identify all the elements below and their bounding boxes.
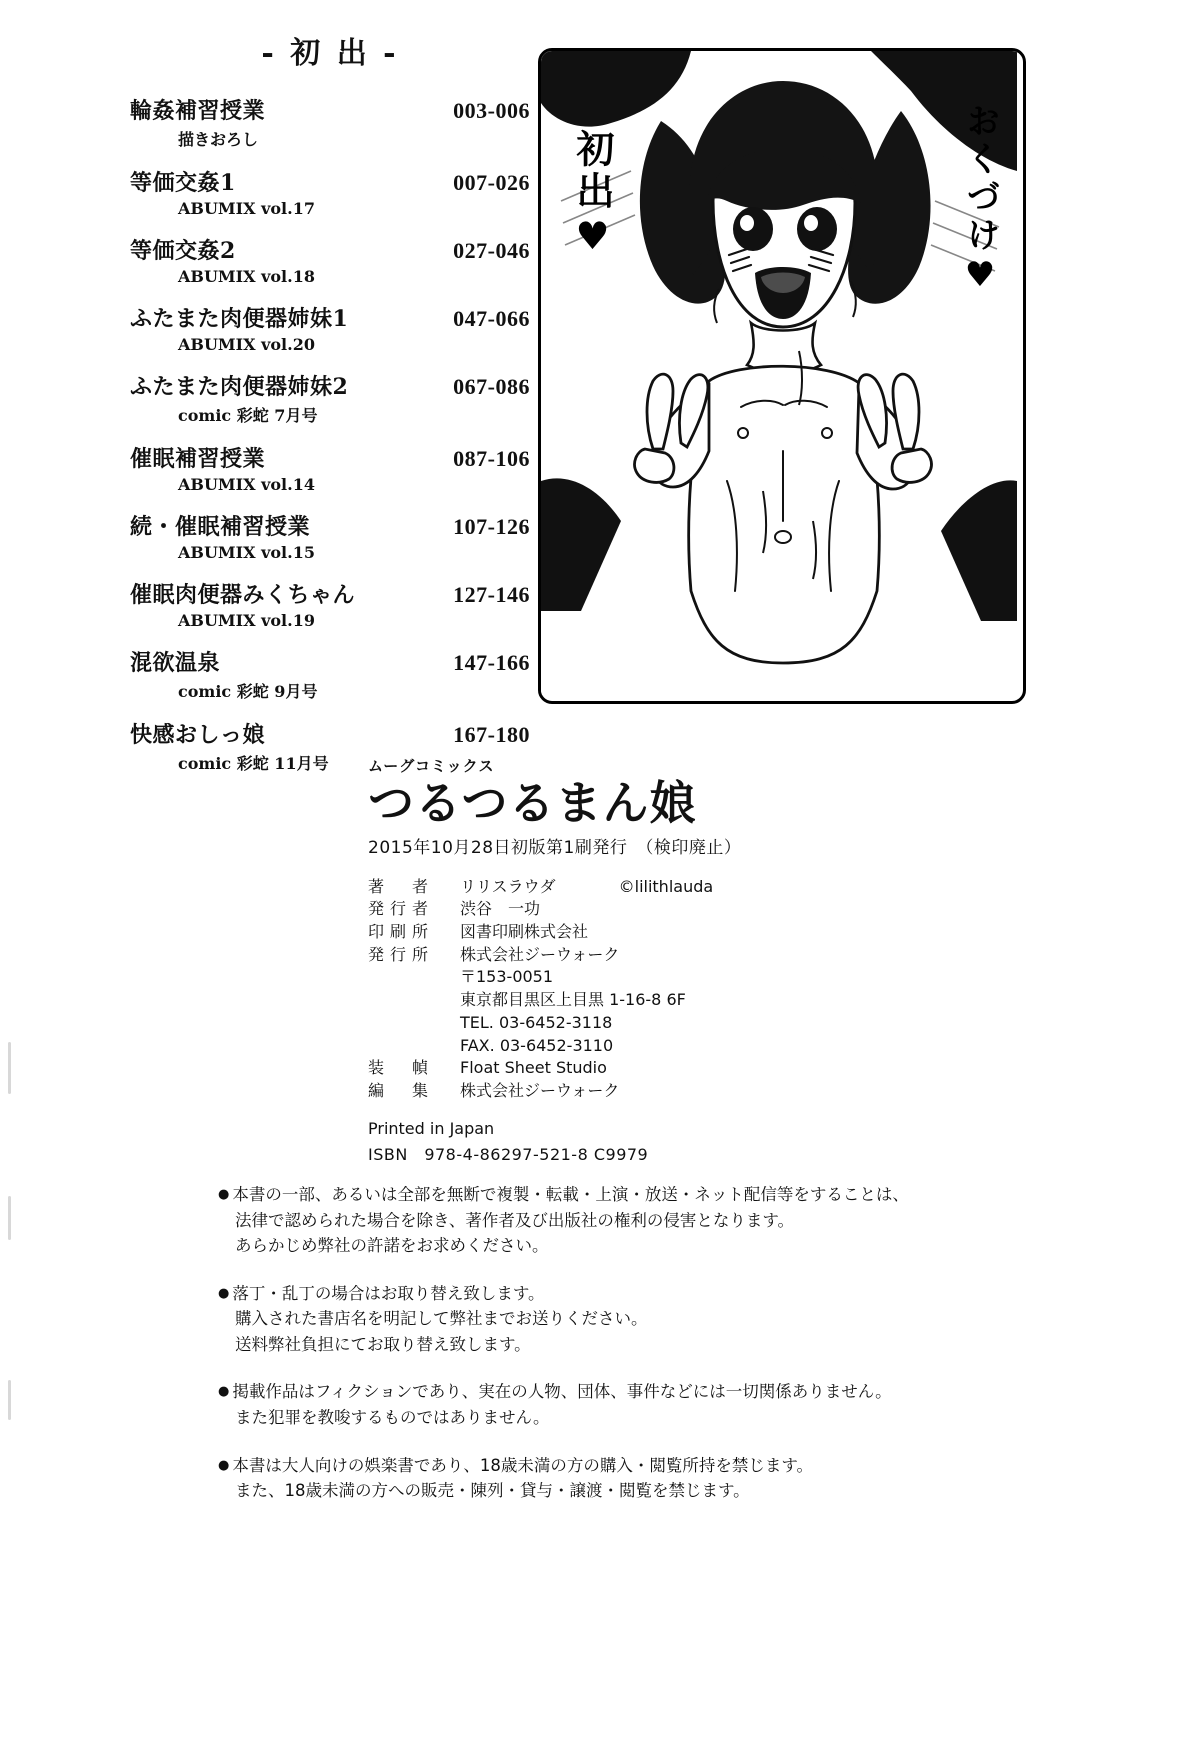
notice-line: ● 本書は大人向けの娯楽書であり、18歳未満の方の購入・閲覧所持を禁じます。	[218, 1453, 998, 1479]
credit-row-editor	[368, 1080, 1008, 1103]
colophon	[368, 755, 1008, 1167]
credit-label: 編 集	[368, 1081, 435, 1101]
credit-row-author	[368, 876, 1008, 899]
book-title: つるつるまん娘	[368, 776, 697, 830]
credit-label: 発行者	[368, 899, 435, 919]
credit-row-publisher-person	[368, 898, 1008, 921]
toc-heading: - 初 出 -	[261, 36, 399, 71]
isbn-label: ISBN 978-4-86297-521-8 C9979	[368, 1144, 649, 1164]
credit-row-design	[368, 1057, 1008, 1080]
credit-row-publisher	[368, 944, 1008, 967]
notice-defective-copy	[218, 1281, 998, 1358]
credit-label: 装 幀	[368, 1058, 435, 1078]
phone-number: TEL. 03-6452-3118	[460, 1012, 613, 1032]
credit-label: 発行所	[368, 944, 435, 964]
toc-entry-pages: 007-026	[453, 170, 530, 195]
toc-entry-source: 描きおろし	[178, 130, 259, 149]
toc-entry[interactable]	[130, 166, 530, 218]
page-edge-mark	[8, 1042, 11, 1094]
notice-age-restriction	[218, 1453, 998, 1504]
toc-entry-pages: 027-046	[453, 238, 530, 263]
printed-in-label: Printed in Japan	[368, 1118, 495, 1138]
toc-entry-source: ABUMIX vol.17	[178, 199, 315, 218]
toc-entry-source: comic 彩蛇 9月号	[178, 682, 318, 701]
table-of-contents	[130, 28, 530, 790]
notice-line: ● 本書の一部、あるいは全部を無断で複製・転載・上演・放送・ネット配信等をすることは、	[218, 1182, 998, 1208]
publication-date: 2015年10月28日初版第1刷発行 （検印廃止）	[368, 837, 742, 858]
copyright-holder: ©lilithlauda	[618, 876, 714, 896]
toc-entry-source: comic 彩蛇 7月号	[178, 406, 318, 425]
credit-value: Float Sheet Studio	[460, 1058, 607, 1078]
toc-entry-title: 等価交姦2	[130, 238, 236, 264]
toc-entry-title: 混欲温泉	[130, 650, 221, 676]
toc-entry-pages: 067-086	[453, 374, 530, 399]
art-label-right: おくづけ♥	[960, 103, 1000, 299]
fax-number: FAX. 03-6452-3110	[460, 1035, 614, 1055]
notice-line: 送料弊社負担にてお取り替え致します。	[235, 1334, 531, 1354]
toc-entry-title: 催眠肉便器みくちゃん	[130, 582, 356, 608]
toc-entry-pages: 127-146	[453, 582, 530, 607]
toc-entry-title: 続・催眠補習授業	[130, 514, 311, 540]
address-street: 東京都目黒区上目黒 1-16-8 6F	[460, 990, 686, 1010]
toc-entry[interactable]	[130, 302, 530, 354]
notice-line: 購入された書店名を明記して弊社までお送りください。	[235, 1309, 648, 1329]
toc-entry[interactable]	[130, 510, 530, 562]
notice-line: また、18歳未満の方への販売・陳列・貸与・譲渡・閲覧を禁じます。	[235, 1481, 750, 1501]
toc-entry-pages: 107-126	[453, 514, 530, 539]
page-edge-mark	[8, 1196, 11, 1240]
notice-line: ● 落丁・乱丁の場合はお取り替え致します。	[218, 1281, 998, 1307]
toc-entry-source: comic 彩蛇 11月号	[178, 754, 329, 773]
credit-value: 株式会社ジーウォーク	[460, 944, 620, 964]
credit-value: 図書印刷株式会社	[460, 922, 589, 942]
toc-entry-source: ABUMIX vol.18	[178, 267, 315, 286]
toc-entry[interactable]	[130, 94, 530, 150]
toc-entry-source: ABUMIX vol.14	[178, 475, 315, 494]
credit-value: 株式会社ジーウォーク	[460, 1081, 620, 1101]
legal-notices	[218, 1182, 998, 1526]
toc-entry-title: 輪姦補習授業	[130, 98, 266, 124]
toc-entry-source: ABUMIX vol.15	[178, 543, 315, 562]
address-postal-code: 〒153-0051	[460, 967, 554, 987]
toc-entry-title: 等価交姦1	[130, 170, 236, 196]
imprint-label: ムーグコミックス	[368, 757, 495, 775]
notice-line: あらかじめ弊社の許諾をお求めください。	[235, 1236, 549, 1256]
credit-row-printer	[368, 921, 1008, 944]
notice-line: また犯罪を教唆するものではありません。	[235, 1407, 550, 1427]
toc-entry[interactable]	[130, 234, 530, 286]
illustration-panel	[538, 48, 1026, 704]
toc-entry[interactable]	[130, 646, 530, 702]
toc-entry[interactable]	[130, 442, 530, 494]
toc-entry-title: 催眠補習授業	[130, 446, 266, 472]
toc-entry-source: ABUMIX vol.20	[178, 335, 315, 354]
toc-entry-pages: 167-180	[453, 722, 530, 747]
notice-line: 法律で認められた場合を除き、著作者及び出版社の権利の侵害となります。	[235, 1210, 795, 1230]
author-name: リリスラウダ	[460, 876, 556, 896]
toc-entry-pages: 087-106	[453, 446, 530, 471]
notice-line: ● 掲載作品はフィクションであり、実在の人物、団体、事件などには一切関係ありません。	[218, 1379, 998, 1405]
credit-value: 渋谷 一功	[460, 899, 541, 919]
toc-entry-pages: 047-066	[453, 306, 530, 331]
credit-label: 印刷所	[368, 922, 435, 942]
toc-entry-title: 快感おしっ娘	[130, 722, 266, 748]
toc-entry-title: ふたまた肉便器姉妹1	[130, 306, 349, 332]
notice-fiction-disclaimer	[218, 1379, 998, 1430]
toc-entry-source: ABUMIX vol.19	[178, 611, 315, 630]
toc-entry[interactable]	[130, 578, 530, 630]
toc-entry-pages: 147-166	[453, 650, 530, 675]
art-label-left: 初出♥	[570, 129, 615, 262]
toc-entry-pages: 003-006	[453, 98, 530, 123]
toc-entry-title: ふたまた肉便器姉妹2	[130, 374, 349, 400]
notice-copyright	[218, 1182, 998, 1259]
credit-value	[460, 876, 1008, 899]
toc-entry[interactable]	[130, 370, 530, 426]
page-edge-mark	[8, 1380, 11, 1420]
credit-label: 著 者	[368, 876, 435, 896]
